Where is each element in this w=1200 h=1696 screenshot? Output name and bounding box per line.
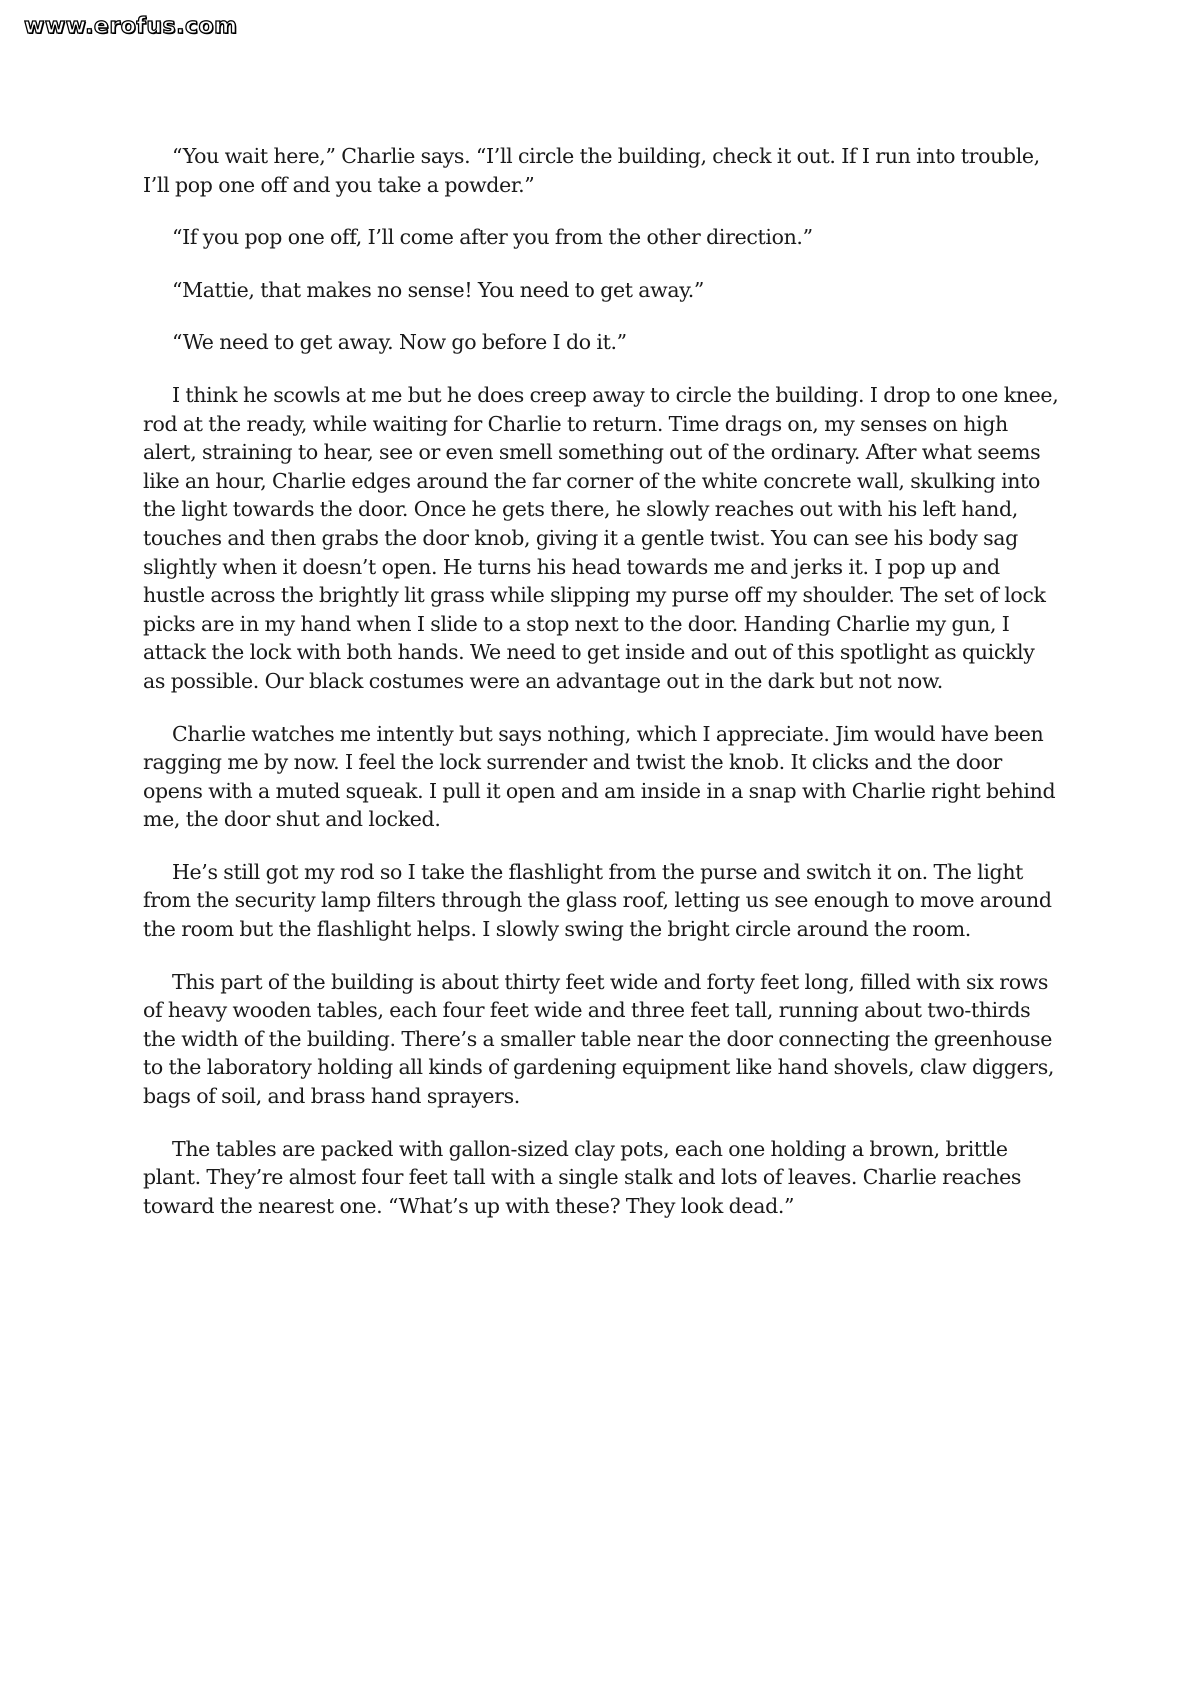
paragraph: The tables are packed with gallon-sized clay pots, each one holding a brown, brittle plant. They’re almost four feet tall with a single stalk and lots of leaves. Charlie reaches toward the nearest one. “What’s up with these? They look dead.” [143, 1136, 1022, 1218]
paragraph: I think he scowls at me but he does creep away to circle the building. I drop to one knee, rod at the ready, while waiting for Charlie to return. Time drags on, my senses on high alert, straining to hear, see or even smell something out of the ordinary. After what seems like an hour, Charlie edges around the far corner of the white concrete wall, skulking into the light towards the door. Once he gets there, he slowly reaches out with his left hand, touches and then grabs the door knob, giving it a gentle twist. You can see his body sag slightly when it doesn’t open. He turns his head towards me and jerks it. I pop up and hustle across the brightly lit grass while slipping my purse off my shoulder. The set of lock picks are in my hand when I slide to a stop next to the door. Handing Charlie my gun, I attack the lock with both hands. We need to get inside and out of this spotlight as quickly as possible. Our black costumes were an advantage out in the dark but not now. [143, 382, 1059, 693]
paragraph: This part of the building is about thirty feet wide and forty feet long, filled with six rows of heavy wooden tables, each four feet wide and three feet tall, running about two-thirds the width of the building. There’s a smaller table near the door connecting the greenhouse to the laboratory holding all kinds of gardening equipment like hand shovels, claw diggers, bags of soil, and brass hand sprayers. [143, 969, 1055, 1109]
paragraph: “Mattie, that makes no sense! You need to get away.” [172, 277, 705, 302]
paragraph: Charlie watches me intently but says nothing, which I appreciate. Jim would have been ragging me by now. I feel the lock surrender and twist the knob. It clicks and the door opens with a muted squeak. I pull it open and am inside in a snap with Charlie right behind me, the door shut and locked. [143, 721, 1056, 832]
paragraph: “If you pop one off, I’ll come after you from the other direction.” [172, 225, 813, 250]
page-body [143, 142, 1061, 1244]
paragraph: “You wait here,” Charlie says. “I’ll circle the building, check it out. If I run into trouble, I’ll pop one off and you take a powder.” [143, 144, 1040, 197]
paragraph: “We need to get away. Now go before I do it.” [172, 330, 627, 355]
watermark: www.erofus.com [24, 14, 238, 39]
paragraph: He’s still got my rod so I take the flashlight from the purse and switch it on. The light from the security lamp filters through the glass roof, letting us see enough to move around the room but the flashlight helps. I slowly swing the bright circle around the room. [143, 859, 1052, 942]
